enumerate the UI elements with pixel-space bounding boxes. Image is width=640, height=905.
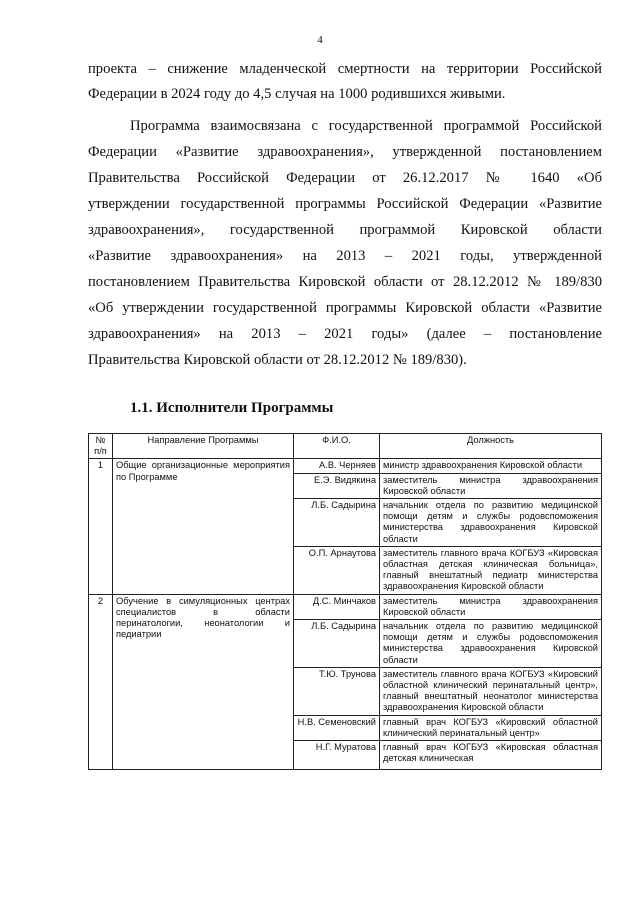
text-line: здравоохранения» на 2013 – 2021 годы» (далее – постановление: [88, 326, 602, 342]
row-name: Е.Э. Видякина: [294, 473, 380, 498]
row-num: 2: [89, 594, 113, 769]
row-num: 1: [89, 459, 113, 594]
page-number: 4: [317, 34, 323, 46]
row-name: Д.С. Минчаков: [294, 594, 380, 619]
row-name: Н.Г. Муратова: [294, 741, 380, 770]
row-position: заместитель главного врача КОГБУЗ «Кировская областная детская клиническая больница», главный внештатный педиатр министерства здравоохранения Кировской области: [380, 546, 602, 594]
row-position: начальник отдела по развитию медицинской помощи детям и службы родовспоможения министерства здравоохранения Кировской области: [380, 620, 602, 668]
row-name: А.В. Черняев: [294, 459, 380, 473]
header-direction: Направление Программы: [113, 434, 294, 459]
table-row: [89, 459, 602, 473]
text-line: Федерации в 2024 году до 4,5 случая на 1000 родившихся живыми.: [88, 86, 506, 102]
row-name: Н.В. Семеновский: [294, 715, 380, 740]
header-num: № п/п: [89, 434, 113, 459]
executors-table: [88, 433, 602, 770]
text-line: «Развитие здравоохранения» на 2013 – 2021 годы, утвержденной: [88, 248, 602, 264]
text-line: постановлением Правительства Кировской области от 28.12.2012 № 189/830: [88, 274, 602, 290]
header-position: Должность: [380, 434, 602, 459]
row-position: заместитель министра здравоохранения Кировской области: [380, 594, 602, 619]
row-position: заместитель главного врача КОГБУЗ «Кировский областной клинический перинатальный центр», главный внештатный неонатолог министерства здравоохранения Кировской области: [380, 667, 602, 715]
row-position: министр здравоохранения Кировской области: [380, 459, 602, 473]
text-line: проекта – снижение младенческой смертности на территории Российской: [88, 61, 602, 77]
row-position: [380, 741, 602, 770]
header-name: Ф.И.О.: [294, 434, 380, 459]
table-header-row: [89, 434, 602, 459]
row-name: О.П. Арнаутова: [294, 546, 380, 594]
row-position: заместитель министра здравоохранения Кировской области: [380, 473, 602, 498]
row-position: начальник отдела по развитию медицинской помощи детям и службы родовспоможения министерства здравоохранения Кировской области: [380, 499, 602, 547]
text-line: Федерации «Развитие здравоохранения», утвержденной постановлением: [88, 144, 602, 160]
text-line: Правительства Кировской области от 28.12.2012 № 189/830).: [88, 352, 467, 368]
text-line: здравоохранения», государственной программой Кировской области: [88, 222, 602, 238]
text-line: «Об утверждении государственной программы Кировской области «Развитие: [88, 300, 602, 316]
text-line: Программа взаимосвязана с государственной программой Российской: [130, 118, 602, 134]
text-line: утверждении государственной программы Российской Федерации «Развитие: [88, 196, 602, 212]
table-row: [89, 594, 602, 619]
text-line: Правительства Российской Федерации от 26.12.2017 № 1640 «Об: [88, 170, 602, 186]
section-heading: 1.1. Исполнители Программы: [130, 400, 334, 416]
row-name: Т.Ю. Трунова: [294, 667, 380, 715]
row-direction: Общие организационные мероприятия по Программе: [113, 459, 294, 594]
row-position: главный врач КОГБУЗ «Кировский областной клинический перинатальный центр»: [380, 715, 602, 740]
row-name: Л.Б. Садырина: [294, 620, 380, 668]
row-direction: Обучение в симуляционных центрах специалистов в области перинатологии, неонатологии и педиатрии: [113, 594, 294, 769]
row-name: Л.Б. Садырина: [294, 499, 380, 547]
row-position-text: главный врач КОГБУЗ «Кировская областная детская клиническая: [383, 742, 598, 764]
